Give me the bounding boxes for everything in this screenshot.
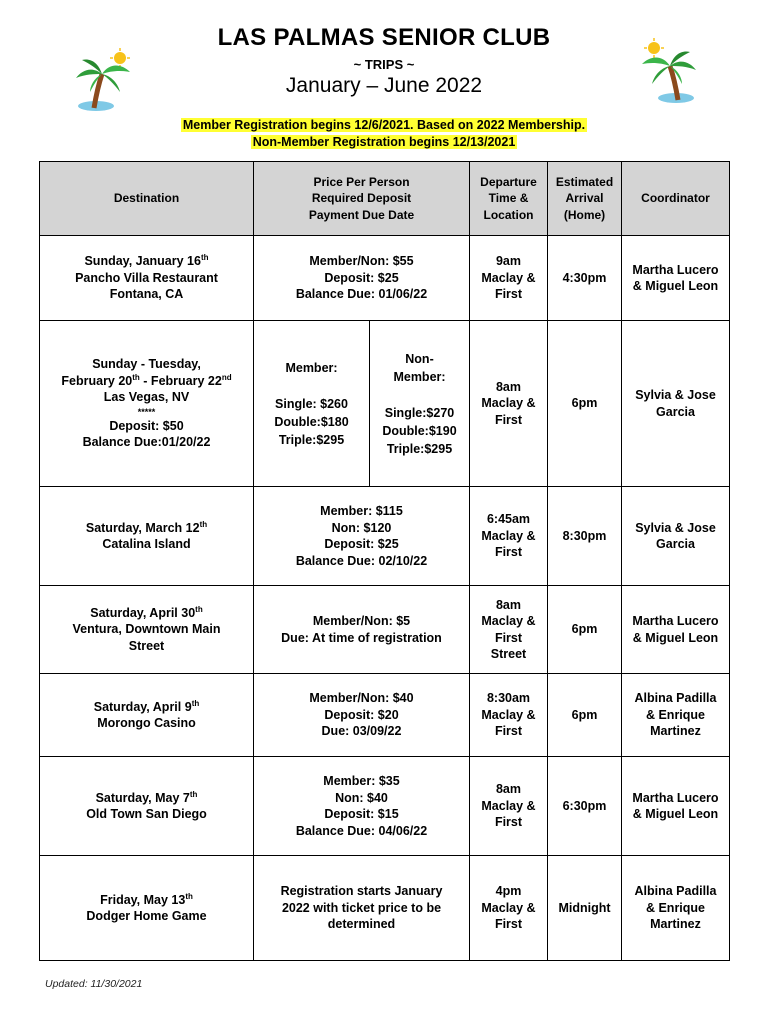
notice-line-2: Non-Member Registration begins 12/13/2021 xyxy=(252,135,516,149)
coordinator-cell: Martha Lucero & Miguel Leon xyxy=(622,586,730,674)
header-price: Price Per Person Required Deposit Payment Due Date xyxy=(254,162,470,236)
departure-cell: 8am Maclay & First xyxy=(470,321,548,487)
coordinator-cell: Sylvia & Jose Garcia xyxy=(622,321,730,487)
destination-cell: Saturday, April 30th Ventura, Downtown Main Street xyxy=(40,586,254,674)
arrival-cell: 4:30pm xyxy=(548,236,622,321)
updated-date: Updated: 11/30/2021 xyxy=(45,978,143,990)
destination-cell: Sunday, January 16th Pancho Villa Restaurant Fontana, CA xyxy=(40,236,254,321)
table-row xyxy=(40,674,730,757)
table-row xyxy=(40,236,730,321)
destination-cell: Sunday - Tuesday, February 20th - February 22nd Las Vegas, NV ***** Deposit: $50 Balance Due:01/20/22 xyxy=(40,321,254,487)
departure-cell: 6:45am Maclay & First xyxy=(470,487,548,586)
coordinator-cell: Sylvia & Jose Garcia xyxy=(622,487,730,586)
header-coordinator: Coordinator xyxy=(622,162,730,236)
price-cell: Member/Non: $40 Deposit: $20 Due: 03/09/22 xyxy=(254,674,470,757)
coordinator-cell: Martha Lucero & Miguel Leon xyxy=(622,757,730,856)
departure-cell: 8:30am Maclay & First xyxy=(470,674,548,757)
departure-cell: 8am Maclay & First Street xyxy=(470,586,548,674)
page-subtitle: ~ TRIPS ~ xyxy=(353,57,415,72)
price-cell: Registration starts January 2022 with ticket price to be determined xyxy=(254,856,470,961)
table-header-row xyxy=(40,162,730,236)
member-price-cell: Member: Single: $260 Double:$180 Triple:$295 xyxy=(254,321,370,487)
destination-cell: Friday, May 13th Dodger Home Game xyxy=(40,856,254,961)
departure-cell: 9am Maclay & First xyxy=(470,236,548,321)
notice-line-1: Member Registration begins 12/6/2021. Based on 2022 Membership. xyxy=(182,118,586,132)
arrival-cell: Midnight xyxy=(548,856,622,961)
price-cell: Member/Non: $55 Deposit: $25 Balance Due: 01/06/22 xyxy=(254,236,470,321)
table-row xyxy=(40,487,730,586)
coordinator-cell: Albina Padilla & Enrique Martinez xyxy=(622,674,730,757)
price-cell: Member: $35 Non: $40 Deposit: $15 Balance Due: 04/06/22 xyxy=(254,757,470,856)
arrival-cell: 6pm xyxy=(548,586,622,674)
non-member-price-cell: Non- Member: Single:$270 Double:$190 Triple:$295 xyxy=(370,321,470,487)
arrival-cell: 6:30pm xyxy=(548,757,622,856)
table-row xyxy=(40,586,730,674)
header-destination: Destination xyxy=(40,162,254,236)
table-row xyxy=(40,856,730,961)
price-cell: Member: $115 Non: $120 Deposit: $25 Balance Due: 02/10/22 xyxy=(254,487,470,586)
palm-tree-icon xyxy=(72,46,142,116)
arrival-cell: 6pm xyxy=(548,321,622,487)
departure-cell: 4pm Maclay & First xyxy=(470,856,548,961)
destination-cell: Saturday, March 12th Catalina Island xyxy=(40,487,254,586)
registration-notice xyxy=(0,117,768,151)
destination-cell: Saturday, May 7th Old Town San Diego xyxy=(40,757,254,856)
trips-table xyxy=(39,161,730,961)
coordinator-cell: Martha Lucero & Miguel Leon xyxy=(622,236,730,321)
palm-tree-icon xyxy=(632,36,702,106)
header-departure: Departure Time & Location xyxy=(470,162,548,236)
page-title: LAS PALMAS SENIOR CLUB xyxy=(217,24,551,51)
table-row xyxy=(40,321,730,487)
destination-cell: Saturday, April 9th Morongo Casino xyxy=(40,674,254,757)
table-row xyxy=(40,757,730,856)
coordinator-cell: Albina Padilla & Enrique Martinez xyxy=(622,856,730,961)
arrival-cell: 8:30pm xyxy=(548,487,622,586)
arrival-cell: 6pm xyxy=(548,674,622,757)
header-arrival: Estimated Arrival (Home) xyxy=(548,162,622,236)
price-cell: Member/Non: $5 Due: At time of registration xyxy=(254,586,470,674)
departure-cell: 8am Maclay & First xyxy=(470,757,548,856)
date-range: January – June 2022 xyxy=(285,74,483,97)
